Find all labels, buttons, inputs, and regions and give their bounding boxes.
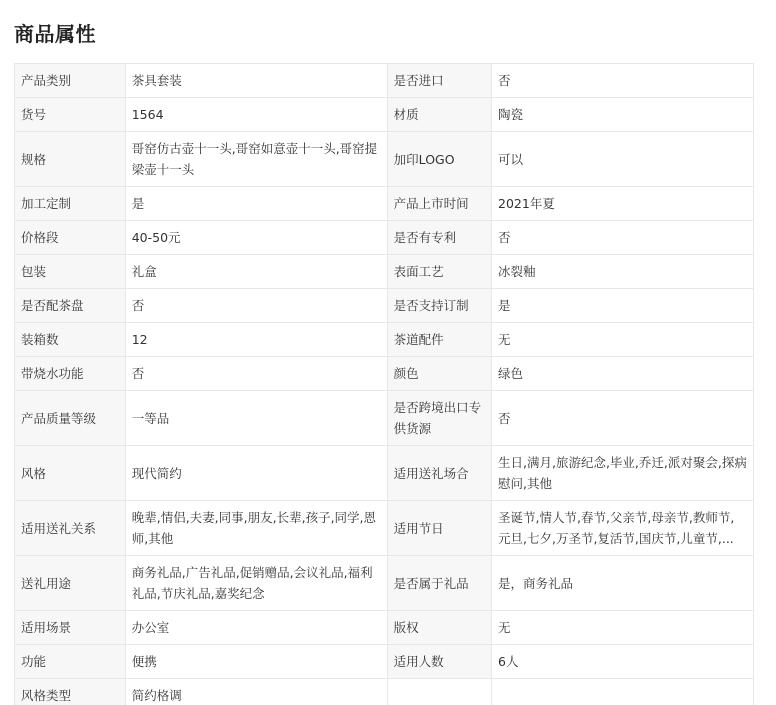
- attr-key: 价格段: [15, 221, 126, 255]
- attr-key: 颜色: [387, 357, 491, 391]
- attr-value-line: 元旦,七夕,万圣节,复活节,国庆节,儿童节,...: [498, 531, 734, 546]
- attr-value: 陶瓷: [492, 98, 754, 132]
- attr-key: 产品类别: [15, 64, 126, 98]
- attr-value: 是，商务礼品: [492, 556, 754, 611]
- attr-value: 否: [125, 289, 387, 323]
- attr-value: 否: [125, 357, 387, 391]
- attr-value: 否: [492, 221, 754, 255]
- attr-value: 否: [492, 391, 754, 446]
- attr-value: 现代简约: [125, 446, 387, 501]
- attr-value: 12: [125, 323, 387, 357]
- attr-key: 适用送礼场合: [387, 446, 491, 501]
- attr-key: 材质: [387, 98, 491, 132]
- attr-value: 办公室: [125, 611, 387, 645]
- table-row: [15, 357, 754, 391]
- table-row: [15, 64, 754, 98]
- attr-key: 是否支持订制: [387, 289, 491, 323]
- table-row: [15, 501, 754, 556]
- attr-key: 风格类型: [15, 679, 126, 705]
- table-row: [15, 446, 754, 501]
- attr-key: 表面工艺: [387, 255, 491, 289]
- attr-key: 是否配茶盘: [15, 289, 126, 323]
- attr-value: 无: [492, 323, 754, 357]
- attr-key: 适用节日: [387, 501, 491, 556]
- attr-key: 茶道配件: [387, 323, 491, 357]
- attr-key: 适用场景: [15, 611, 126, 645]
- empty-cell: [492, 679, 754, 705]
- table-row: [15, 187, 754, 221]
- attr-value: 可以: [492, 132, 754, 187]
- attr-value: 是: [125, 187, 387, 221]
- attr-value: 简约格调: [125, 679, 387, 705]
- attr-key: 送礼用途: [15, 556, 126, 611]
- attr-value: 否: [492, 64, 754, 98]
- table-row: [15, 391, 754, 446]
- empty-cell: [387, 679, 491, 705]
- table-row: [15, 255, 754, 289]
- attr-key: 产品质量等级: [15, 391, 126, 446]
- attr-key: 规格: [15, 132, 126, 187]
- attr-value: [492, 501, 754, 556]
- attr-value: 便携: [125, 645, 387, 679]
- attr-value: 无: [492, 611, 754, 645]
- attr-value: 2021年夏: [492, 187, 754, 221]
- attr-value: 礼盒: [125, 255, 387, 289]
- attr-key: 是否进口: [387, 64, 491, 98]
- attr-key: 货号: [15, 98, 126, 132]
- attr-value: 40-50元: [125, 221, 387, 255]
- attr-value: 茶具套装: [125, 64, 387, 98]
- attr-key: 适用人数: [387, 645, 491, 679]
- attr-value: 商务礼品,广告礼品,促销赠品,会议礼品,福利礼品,节庆礼品,嘉奖纪念: [125, 556, 387, 611]
- table-row: [15, 132, 754, 187]
- table-row: [15, 289, 754, 323]
- attr-key: 加工定制: [15, 187, 126, 221]
- attr-value: 一等品: [125, 391, 387, 446]
- attr-value: 冰裂釉: [492, 255, 754, 289]
- table-row: [15, 679, 754, 705]
- attr-value: 是: [492, 289, 754, 323]
- attr-value: 绿色: [492, 357, 754, 391]
- table-row: [15, 221, 754, 255]
- attr-value: 6人: [492, 645, 754, 679]
- attr-value: 哥窑仿古壶十一头,哥窑如意壶十一头,哥窑提梁壶十一头: [125, 132, 387, 187]
- attr-key: 适用送礼关系: [15, 501, 126, 556]
- attr-value-line: 圣诞节,情人节,春节,父亲节,母亲节,教师节,: [498, 510, 735, 525]
- attr-key: 版权: [387, 611, 491, 645]
- attr-key: 带烧水功能: [15, 357, 126, 391]
- attr-key: 产品上市时间: [387, 187, 491, 221]
- attr-value: 1564: [125, 98, 387, 132]
- attr-value: 晚辈,情侣,夫妻,同事,朋友,长辈,孩子,同学,恩师,其他: [125, 501, 387, 556]
- attr-key: 风格: [15, 446, 126, 501]
- attr-key: 加印LOGO: [387, 132, 491, 187]
- attr-value: 生日,满月,旅游纪念,毕业,乔迁,派对聚会,探病慰问,其他: [492, 446, 754, 501]
- table-row: [15, 645, 754, 679]
- attr-key: 包装: [15, 255, 126, 289]
- table-row: [15, 556, 754, 611]
- section-title: 商品属性: [14, 22, 96, 46]
- attr-key: 是否跨境出口专供货源: [387, 391, 491, 446]
- attributes-table: [14, 63, 754, 705]
- attr-key: 是否有专利: [387, 221, 491, 255]
- attr-key: 功能: [15, 645, 126, 679]
- table-row: [15, 611, 754, 645]
- attr-key: 是否属于礼品: [387, 556, 491, 611]
- attr-key: 装箱数: [15, 323, 126, 357]
- table-row: [15, 323, 754, 357]
- table-row: [15, 98, 754, 132]
